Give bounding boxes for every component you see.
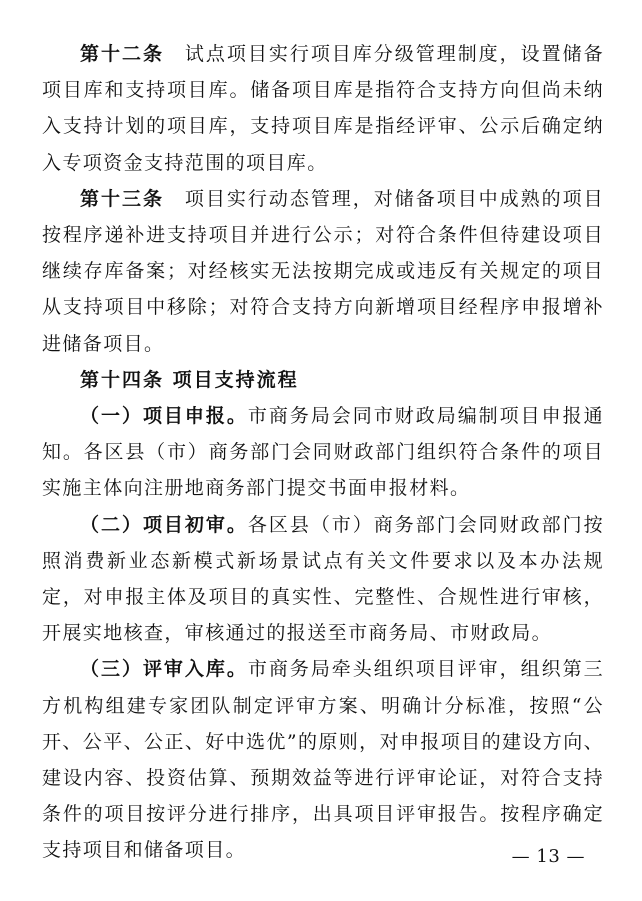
step-1-paragraph [42, 398, 604, 507]
step-2-label: （二）项目初审。 [80, 513, 248, 536]
step-1-text: 市商务局会同市财政局编制项目申报通知。各区县（市）商务部门会同财政部门组织符合条件的项目实施主体向注册地商务部门提交书面申报材料。 [42, 405, 604, 500]
article-12-text: 试点项目实行项目库分级管理制度，设置储备项目库和支持项目库。储备项目库是指符合支持方向但尚未纳入支持计划的项目库，支持项目库是指经评审、公示后确定纳入专项资金支持范围的项目库。 [42, 43, 604, 174]
step-2-paragraph [42, 507, 604, 652]
step-3-paragraph [42, 651, 604, 868]
article-14-heading: 第十四条 项目支持流程 [80, 368, 299, 391]
step-3-text: 市商务局牵头组织项目评审，组织第三方机构组建专家团队制定评审方案、明确计分标准，按照“公开、公平、公正、好中选优”的原则，对申报项目的建设方向、建设内容、投资估算、预期效益等进行评审论证，对符合支持条件的项目按评分进行排序，出具项目评审报告。按程序确定支持项目和储备项目。 [42, 658, 604, 862]
article-12-paragraph [42, 36, 604, 181]
article-13-label: 第十三条 [80, 187, 164, 210]
document-body [42, 36, 604, 869]
step-1-label: （一）项目申报。 [80, 405, 248, 428]
step-3-label: （三）评审入库。 [80, 658, 248, 681]
article-13-paragraph [42, 181, 604, 362]
page-number: — 13 — [511, 846, 585, 867]
step-2-text: 各区县（市）商务部门会同财政部门按照消费新业态新模式新场景试点有关文件要求以及本办法规定，对申报主体及项目的真实性、完整性、合规性进行审核，开展实地核查，审核通过的报送至市商务局、市财政局。 [42, 513, 604, 645]
article-12-label: 第十二条 [80, 43, 164, 65]
article-13-text: 项目实行动态管理，对储备项目中成熟的项目按程序递补进支持项目并进行公示；对符合条件但待建设项目继续存库备案；对经核实无法按期完成或违反有关规定的项目从支持项目中移除；对符合支持方向新增项目经程序申报增补进储备项目。 [42, 187, 604, 355]
